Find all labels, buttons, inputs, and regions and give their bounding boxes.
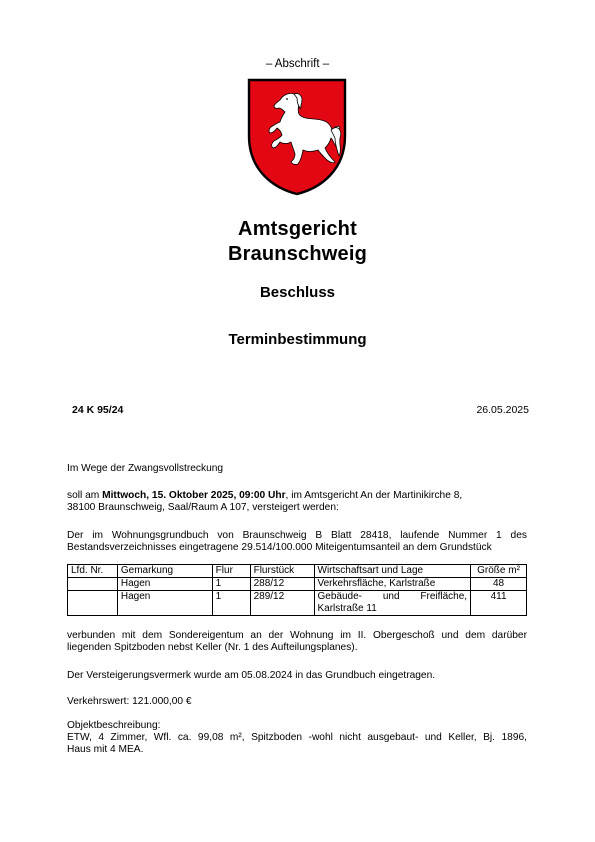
object-line2: Bestandsverzeichnisses eingetragene 29.514/100.000 Miteigentumsanteil an dem Grundstück xyxy=(67,542,492,553)
file-number: 24 K 95/24 xyxy=(72,404,124,416)
crest-horse-eye xyxy=(286,98,288,100)
table-row xyxy=(68,578,527,591)
special-property-paragraph xyxy=(67,630,527,654)
object-paragraph xyxy=(67,530,527,554)
court-name-line1: Amtsgericht xyxy=(238,218,357,240)
document-type: Beschluss xyxy=(259,284,336,301)
auction-date-time: Mittwoch, 15. Oktober 2025, 09:00 Uhr xyxy=(102,490,286,501)
intro-paragraph: Im Wege der Zwangsvollstreckung xyxy=(67,463,224,474)
column-header-wirtschaftsart: Wirtschaftsart und Lage xyxy=(314,565,471,578)
table-row xyxy=(68,591,527,616)
cell-wirtschaftsart-line1: Gebäude- und Freifläche, xyxy=(317,591,468,602)
cell-nr xyxy=(68,578,118,591)
cell-wirtschaftsart-line1: Verkehrsfläche, Karlstraße xyxy=(317,578,436,589)
column-header-flur: Flur xyxy=(212,565,250,578)
column-header-flurstueck: Flurstück xyxy=(250,565,314,578)
cell-wirtschaftsart xyxy=(314,578,471,591)
cell-flurstueck: 288/12 xyxy=(250,578,314,591)
schedule-line1 xyxy=(67,490,527,502)
schedule-location: , im Amtsgericht An der Martinikirche 8, xyxy=(285,490,463,501)
copy-mark: – Abschrift – xyxy=(265,58,330,70)
schedule-paragraph xyxy=(67,490,527,514)
special-property-line2: liegenden Spitzboden nebst Keller (Nr. 1 des Aufteilungsplanes). xyxy=(67,642,358,653)
cell-flur: 1 xyxy=(212,578,250,591)
document-subject: Terminbestimmung xyxy=(228,331,367,348)
schedule-line2: 38100 Braunschweig, Saal/Raum A 107, versteigert werden: xyxy=(67,502,339,513)
table-header-row xyxy=(68,565,527,578)
description-label: Objektbeschreibung: xyxy=(67,720,161,731)
column-header-groesse: Größe m² xyxy=(471,565,527,578)
cell-wirtschaftsart-line2: Karlstraße 11 xyxy=(317,603,377,614)
cell-wirtschaftsart xyxy=(314,591,471,616)
lower-saxony-crest-logo xyxy=(247,78,347,196)
document-date: 26.05.2025 xyxy=(476,404,529,416)
special-property-line1: verbunden mit dem Sondereigentum an der Wohnung im II. Obergeschoß und dem darüber xyxy=(67,630,527,641)
market-value: Verkehrswert: 121.000,00 € xyxy=(67,696,192,707)
cell-gemarkung: Hagen xyxy=(117,591,212,616)
column-header-nr: Lfd. Nr. xyxy=(68,565,118,578)
description-line2: Haus mit 4 MEA. xyxy=(67,744,144,755)
object-description xyxy=(67,720,527,756)
cell-groesse: 411 xyxy=(471,591,527,616)
column-header-gemarkung: Gemarkung xyxy=(117,565,212,578)
cell-nr xyxy=(68,591,118,616)
cell-gemarkung: Hagen xyxy=(117,578,212,591)
object-line1: Der im Wohnungsgrundbuch von Braunschweig B Blatt 28418, laufende Nummer 1 des xyxy=(67,530,527,541)
registration-note: Der Versteigerungsvermerk wurde am 05.08.2024 in das Grundbuch eingetragen. xyxy=(67,670,436,681)
cell-flur: 1 xyxy=(212,591,250,616)
parcel-table xyxy=(67,564,527,616)
cell-groesse: 48 xyxy=(471,578,527,591)
court-name-line2: Braunschweig xyxy=(227,243,368,265)
cell-flurstueck: 289/12 xyxy=(250,591,314,616)
description-line1: ETW, 4 Zimmer, Wfl. ca. 99,08 m², Spitzboden -wohl nicht ausgebaut- und Keller, Bj. 1896, xyxy=(67,732,527,743)
schedule-prefix: soll am xyxy=(67,490,103,501)
